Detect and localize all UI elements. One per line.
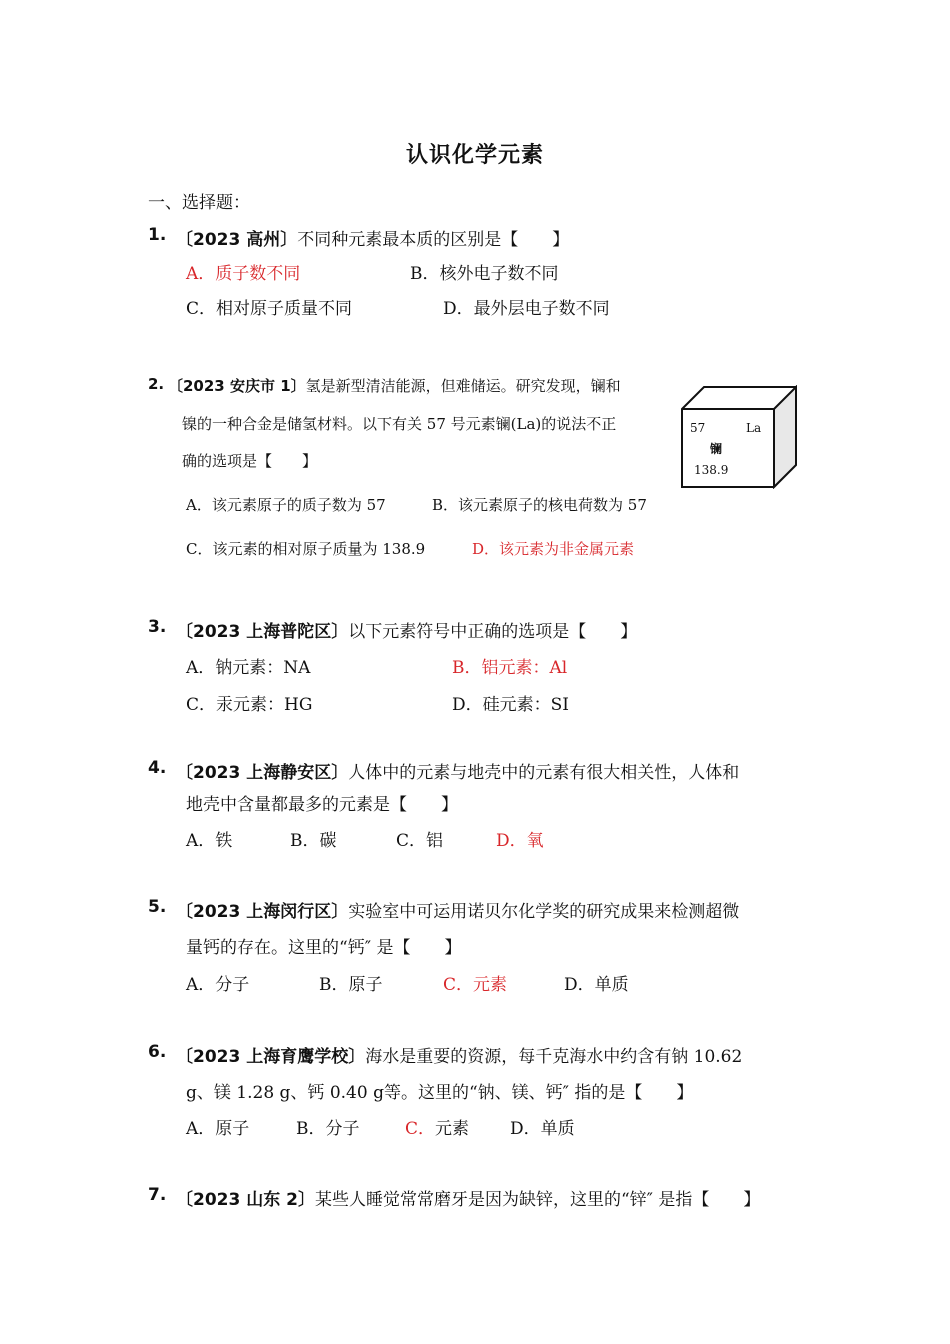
question-3-text: 以下元素符号中正确的选项是【 】: [348, 622, 638, 642]
question-4-number: 4.: [148, 758, 167, 778]
question-4-source: 〔2023 上海静安区〕: [176, 763, 349, 783]
question-3-option-d[interactable]: D．硅元素：SI: [452, 695, 569, 715]
question-6-option-d[interactable]: D．单质: [510, 1119, 575, 1139]
question-1-source: 〔2023 高州〕: [176, 230, 298, 250]
question-4-option-d[interactable]: D．氧: [496, 831, 544, 851]
question-1-option-b[interactable]: B．核外电子数不同: [410, 264, 559, 284]
question-4-option-a[interactable]: A．铁: [186, 831, 233, 851]
question-2-stem-line-3: 确的选项是【 】: [182, 452, 318, 470]
question-2-option-b[interactable]: B．该元素原子的核电荷数为 57: [432, 496, 647, 514]
question-1-option-c[interactable]: C．相对原子质量不同: [186, 299, 353, 319]
question-2-option-d[interactable]: D．该元素为非金属元素: [472, 540, 635, 558]
question-2-option-a[interactable]: A．该元素原子的质子数为 57: [186, 496, 386, 514]
question-5-option-d[interactable]: D．单质: [564, 975, 629, 995]
question-6-source: 〔2023 上海育鹰学校〕: [176, 1047, 366, 1067]
question-7-number: 7.: [148, 1185, 167, 1205]
question-3-option-b[interactable]: B．铝元素：Al: [452, 658, 568, 678]
question-5-option-c[interactable]: C．元素: [443, 975, 508, 995]
question-5-option-a[interactable]: A．分子: [186, 975, 250, 995]
question-2-text-1: 氢是新型清洁能源，但难储运。研究发现，镧和: [305, 377, 621, 395]
question-1-number: 1.: [148, 225, 167, 245]
question-5-number: 5.: [148, 897, 167, 917]
section-heading: 一、选择题：: [148, 193, 250, 213]
question-3-option-c[interactable]: C．汞元素：HG: [186, 695, 313, 715]
question-4-stem-line-2: 地壳中含量都最多的元素是【 】: [186, 795, 458, 815]
question-4-option-c[interactable]: C．铝: [396, 831, 444, 851]
question-3-source: 〔2023 上海普陀区〕: [176, 622, 349, 642]
question-6-number: 6.: [148, 1042, 167, 1062]
question-6-option-c-letter: C．: [405, 1119, 436, 1139]
question-7-text: 某些人睡觉常常磨牙是因为缺锌，这里的“锌″ 是指【 】: [314, 1190, 761, 1210]
question-1-stem: [176, 225, 569, 250]
question-6-text-1: 海水是重要的资源，每千克海水中约含有钠 10.62: [365, 1047, 743, 1067]
element-atomic-number: 57: [690, 421, 706, 435]
question-6-option-a[interactable]: A．原子: [186, 1119, 250, 1139]
element-cube-drawing: [680, 385, 798, 489]
question-6-stem-line-1: [176, 1042, 742, 1067]
question-3-option-a[interactable]: A．钠元素：NA: [186, 658, 311, 678]
question-2-stem-line-1: [168, 375, 621, 396]
question-5-stem-line-1: [176, 897, 739, 922]
element-cube-figure: [680, 385, 798, 489]
question-7-source: 〔2023 山东 2〕: [176, 1190, 315, 1210]
element-atomic-mass: 138.9: [694, 463, 729, 477]
element-name: 镧: [710, 442, 723, 456]
question-3-stem: [176, 617, 637, 642]
question-2-number: 2.: [148, 375, 165, 393]
question-5-option-b[interactable]: B．原子: [319, 975, 383, 995]
question-4-stem-line-1: [176, 758, 739, 783]
element-symbol: La: [746, 421, 762, 435]
question-6-stem-line-2: g、镁 1.28 g、钙 0.40 g等。这里的“钠、镁、钙″ 指的是【 】: [186, 1083, 694, 1103]
question-6-option-b[interactable]: B．分子: [296, 1119, 360, 1139]
question-4-option-b[interactable]: B．碳: [290, 831, 337, 851]
question-3-number: 3.: [148, 617, 167, 637]
question-2-source: 〔2023 安庆市 1〕: [168, 377, 306, 395]
question-6-option-c-text: 元素: [435, 1119, 470, 1139]
page-title: 认识化学元素: [405, 143, 544, 168]
question-2-stem-line-2: 镍的一种合金是储氢材料。以下有关 57 号元素镧(La)的说法不正: [182, 415, 617, 433]
question-1-option-a[interactable]: A．质子数不同: [186, 264, 301, 284]
question-2-option-c[interactable]: C．该元素的相对原子质量为 138.9: [186, 540, 426, 558]
question-4-text-1: 人体中的元素与地壳中的元素有很大相关性，人体和: [348, 763, 740, 783]
question-6-option-c[interactable]: [405, 1114, 469, 1139]
question-7-stem: [176, 1185, 760, 1210]
question-1-text: 不同种元素最本质的区别是【 】: [297, 230, 570, 250]
question-5-stem-line-2: 量钙的存在。这里的“钙″ 是【 】: [186, 938, 462, 958]
question-5-text-1: 实验室中可运用诺贝尔化学奖的研究成果来检测超微: [348, 902, 740, 922]
question-5-source: 〔2023 上海闵行区〕: [176, 902, 349, 922]
question-1-option-d[interactable]: D．最外层电子数不同: [443, 299, 610, 319]
